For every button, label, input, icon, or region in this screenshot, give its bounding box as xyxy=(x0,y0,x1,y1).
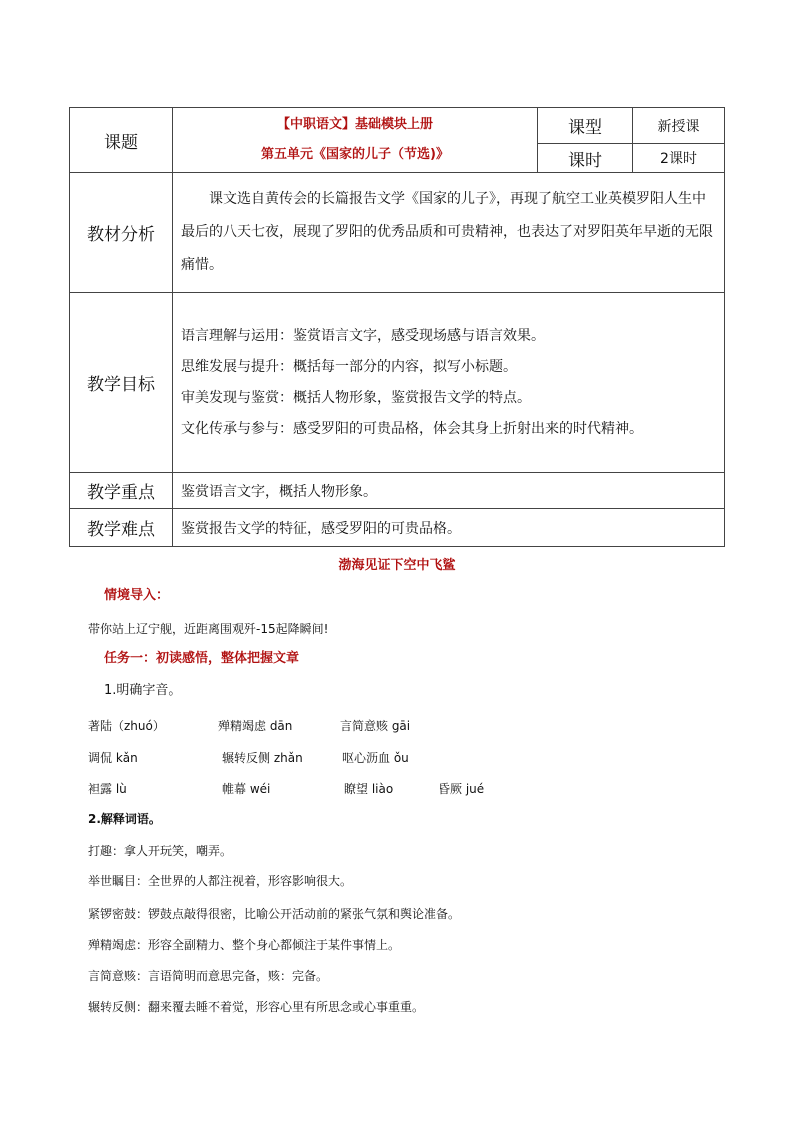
lesson-title-line2: 第五单元《国家的儿子（节选)》 xyxy=(261,147,449,162)
intro-heading: 情境导入： xyxy=(104,588,170,603)
pronunciation-subheading: 1.明确字音。 xyxy=(104,683,182,698)
goal-item: 审美发现与鉴赏：概括人物形象，鉴赏报告文学的特点。 xyxy=(181,389,531,406)
lesson-title-cell xyxy=(173,108,538,173)
teaching-goals-cell xyxy=(173,293,725,473)
vocab-word: 瞭望 liào xyxy=(344,782,394,796)
vocab-word: 著陆（zhuó） xyxy=(88,719,165,733)
label-key-points: 教学重点 xyxy=(70,473,173,509)
label-class-hours: 课时 xyxy=(538,144,633,173)
vocab-word: 袒露 lù xyxy=(88,782,127,796)
vocab-word: 调侃 kǎn xyxy=(88,751,138,765)
goal-item: 语言理解与运用：鉴赏语言文字，感受现场感与语言效果。 xyxy=(181,327,545,344)
key-points-text: 鉴赏语言文字，概括人物形象。 xyxy=(173,473,725,509)
definitions-subheading: 2.解释词语。 xyxy=(88,812,161,826)
label-topic: 课题 xyxy=(70,108,173,173)
definition-item: 紧锣密鼓：锣鼓点敲得很密，比喻公开活动前的紧张气氛和舆论准备。 xyxy=(88,907,461,921)
label-lesson-type: 课型 xyxy=(538,108,633,144)
definition-item: 举世瞩目：全世界的人都注视着，形容影响很大。 xyxy=(88,874,353,888)
definition-item: 殚精竭虑：形容全副精力、整个身心都倾注于某件事情上。 xyxy=(88,938,401,952)
label-material-analysis: 教材分析 xyxy=(70,173,173,293)
goal-item: 思维发展与提升：概括每一部分的内容，拟写小标题。 xyxy=(181,358,517,375)
vocab-word: 言简意赅 gāi xyxy=(340,719,411,733)
definition-item: 打趣：拿人开玩笑，嘲弄。 xyxy=(88,844,233,858)
label-teaching-goals: 教学目标 xyxy=(70,293,173,473)
vocab-word: 昏厥 jué xyxy=(438,782,485,796)
vocab-word: 呕心沥血 ǒu xyxy=(342,751,409,765)
task-one-heading: 任务一：初读感悟，整体把握文章 xyxy=(104,651,300,666)
lesson-plan-table xyxy=(69,107,725,547)
definition-item: 辗转反侧：翻来覆去睡不着觉，形容心里有所思念或心事重重。 xyxy=(88,1000,425,1014)
lesson-type-value: 新授课 xyxy=(633,108,725,144)
lesson-title-line1: 【中职语文】基础模块上册 xyxy=(276,117,433,132)
goal-item: 文化传承与参与：感受罗阳的可贵品格，体会其身上折射出来的时代精神。 xyxy=(181,420,643,437)
definition-item: 言简意赅：言语简明而意思完备，赅：完备。 xyxy=(88,969,329,983)
label-difficult-points: 教学难点 xyxy=(70,509,173,547)
difficult-points-text: 鉴赏报告文学的特征，感受罗阳的可贵品格。 xyxy=(173,509,725,547)
vocab-word: 辗转反侧 zhǎn xyxy=(222,751,303,765)
material-analysis-cell xyxy=(173,173,725,293)
intro-text: 带你站上辽宁舰，近距离围观歼-15起降瞬间! xyxy=(88,622,329,636)
vocab-word: 殚精竭虑 dān xyxy=(218,719,293,733)
section-title: 渤海见证下空中飞鲨 xyxy=(338,558,456,573)
class-hours-value: 2课时 xyxy=(633,144,725,173)
material-analysis-text: 课文选自黄传会的长篇报告文学《国家的儿子》，再现了航空工业英模罗阳人生中最后的八天七夜，展现了罗阳的优秀品质和可贵精神，也表达了对罗阳英年早逝的无限痛惜。 xyxy=(181,191,713,273)
vocab-word: 帷幕 wéi xyxy=(222,782,271,796)
